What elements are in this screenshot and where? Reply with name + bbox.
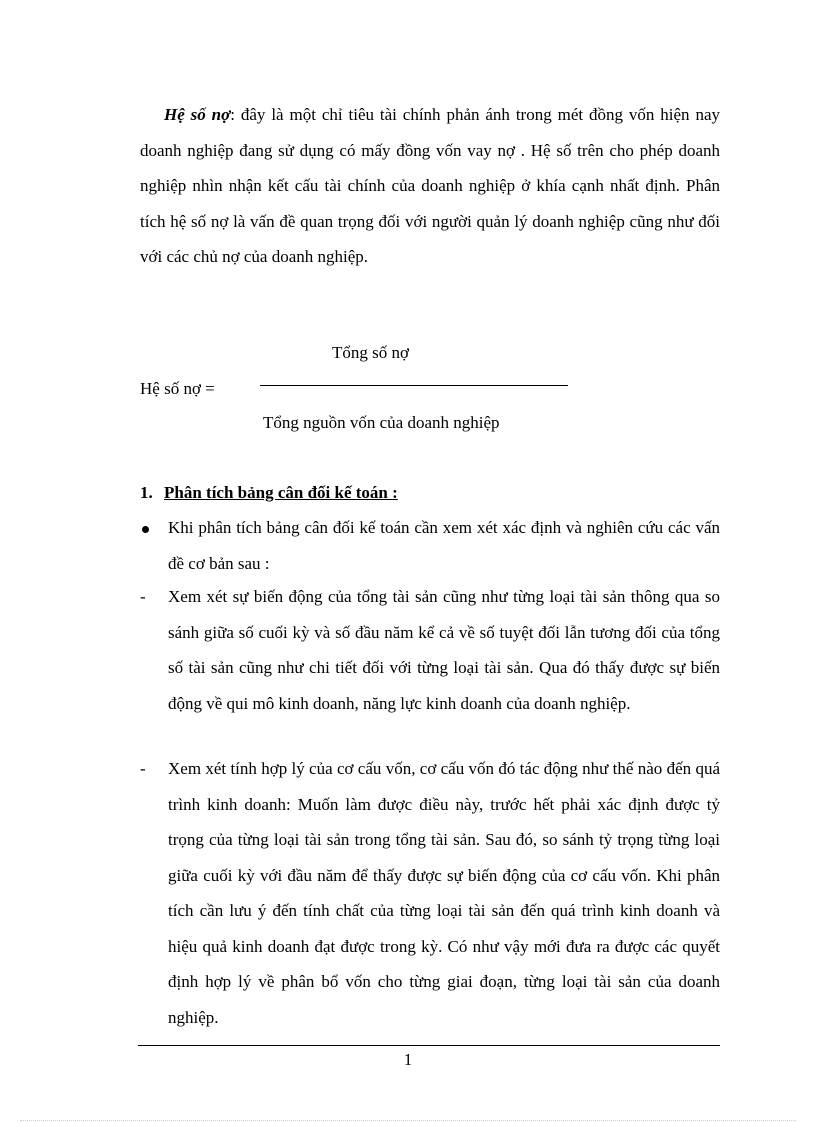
list-item — [140, 751, 720, 1035]
page-number: 1 — [403, 1050, 413, 1069]
list-item-marker: - — [140, 759, 146, 778]
page-edge-divider — [20, 1120, 796, 1121]
intro-paragraph — [140, 97, 720, 275]
formula-numerator: Tổng số nợ — [332, 343, 409, 362]
bullet-icon — [140, 510, 168, 546]
list-item — [140, 579, 720, 721]
formula-denominator: Tổng nguồn vốn của doanh nghiệp — [263, 413, 500, 432]
section-title: Phân tích bảng cân đối kế toán : — [164, 483, 398, 502]
intro-term: Hệ số nợ — [164, 105, 231, 124]
footer-divider — [138, 1045, 720, 1046]
list-item-text: Khi phân tích bảng cân đối kế toán cần xem xét xác định và nghiên cứu các vấn đề cơ bản sau : — [168, 518, 720, 573]
section-heading — [140, 480, 398, 506]
list-item-text: Xem xét tính hợp lý của cơ cấu vốn, cơ cấu vốn đó tác động như thế nào đến quá trình kinh doanh: Muốn làm được điều này, trước hết phải xác định được tỷ trọng của từng loại tài sản trong tổng tài sản. Sau đó, so sánh tỷ trọng từng loại giữa cuối kỳ với đầu năm để thấy được sự biến động của cơ cấu vốn. Khi phân tích cần lưu ý đến tính chất của từng loại tài sản đến quá trình kinh doanh và hiệu quả kinh doanh đạt được trong kỳ. Có như vậy mới đưa ra được các quyết định hợp lý về phân bổ vốn cho từng giai đoạn, từng loại tài sản của doanh nghiệp. — [168, 759, 720, 1027]
list-item-marker: - — [140, 587, 146, 606]
list-item — [140, 510, 720, 581]
section-number: 1. — [140, 483, 153, 502]
fraction-bar — [260, 385, 568, 386]
list-item-text: Xem xét sự biến động của tổng tài sản cũng như từng loại tài sản thông qua so sánh giữa số cuối kỳ và số đầu năm kể cả về số tuyệt đối lẫn tương đối của tổng số tài sản cũng như chi tiết đối với từng loại tài sản. Qua đó thấy được sự biến động về qui mô kinh doanh, năng lực kinh doanh của doanh nghiệp. — [168, 587, 720, 713]
intro-text: : đây là một chỉ tiêu tài chính phản ánh trong mét đồng vốn hiện nay doanh nghiệp đang sử dụng có mấy đồng vốn vay nợ . Hệ số trên cho phép doanh nghiệp nhìn nhận kết cấu tài chính của doanh nghiệp ở khía cạnh nhất định. Phân tích hệ số nợ là vấn đề quan trọng đối với người quản lý doanh nghiệp cũng như đối với các chủ nợ của doanh nghiệp. — [140, 105, 720, 266]
formula-label: Hệ số nợ = — [140, 379, 215, 398]
